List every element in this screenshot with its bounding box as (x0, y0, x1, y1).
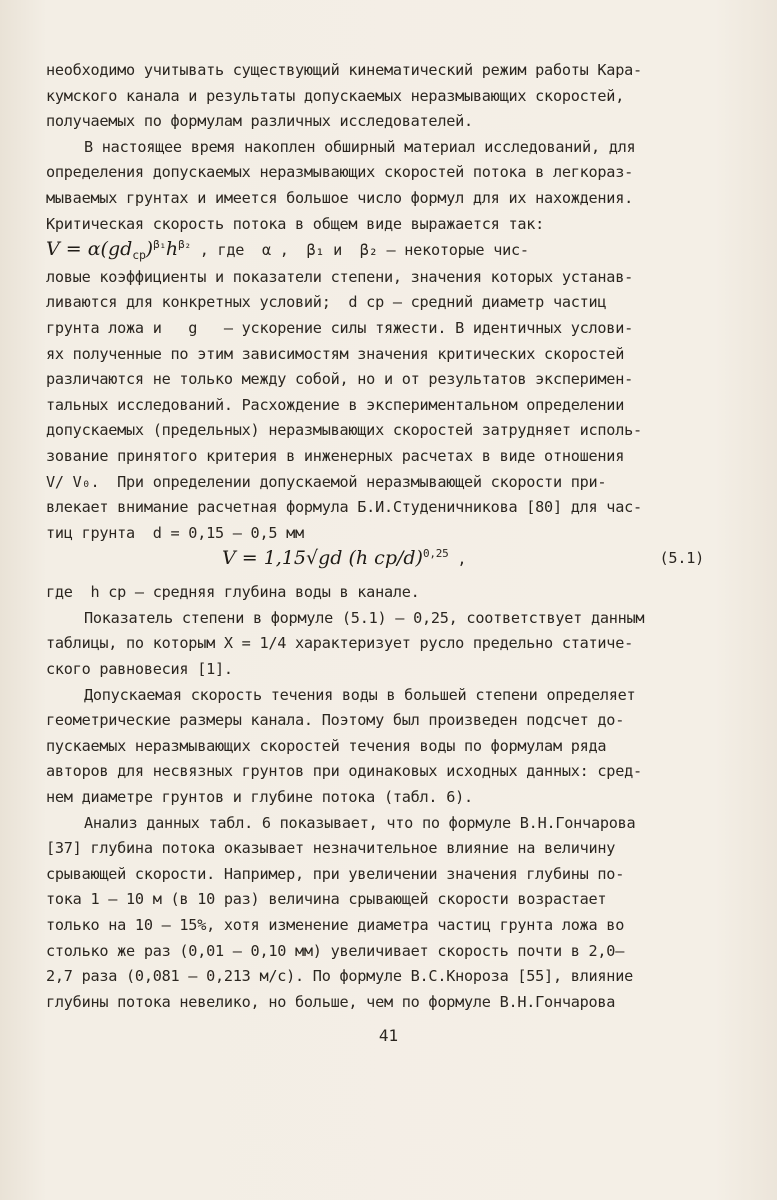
text-line: ливаются для конкретных условий; d ср – средний диаметр частиц (46, 293, 607, 312)
text-line: получаемых по формулам различных исследователей. (46, 112, 473, 131)
text-line: нем диаметре грунтов и глубине потока (табл. 6). (46, 788, 473, 807)
text-line: глубины потока невелико, но больше, чем по формуле В.Н.Гончарова (46, 992, 616, 1011)
formula-5-1-body (222, 546, 466, 574)
formula-5-1-exp: 0,25 (422, 547, 449, 561)
text-line: зование принятого критерия в инженерных расчетах в виде отношения (46, 446, 625, 465)
text-line: Показатель степени в формуле (5.1) – 0,25, соответствует данным (84, 608, 645, 627)
text-line: Анализ данных табл. 6 показывает, что по формуле В.Н.Гончарова (84, 813, 636, 832)
text-line: В настоящее время накоплен обширный материал исследований, для (84, 137, 636, 156)
text-line: срывающей скорости. Например, при увеличении значения глубины по- (46, 864, 625, 883)
text-line: геометрические размеры канала. Поэтому был произведен подсчет до- (46, 711, 625, 730)
text-line: влекает внимание расчетная формула Б.И.Студеничникова [80] для час- (46, 498, 642, 517)
text-line: мываемых грунтах и имеется большое число формул для их нахождения. (46, 188, 633, 207)
formula-mid: ) (145, 238, 154, 261)
text-line: допускаемых (предельных) неразмывающих скоростей затрудняет исполь- (46, 421, 642, 440)
formula-general-line (46, 237, 726, 265)
text-line: грунта ложа и g – ускорение силы тяжести. В идентичных услови- (46, 318, 633, 337)
text-line: Допускаемая скорость течения воды в большей степени определяет (84, 685, 636, 704)
text-line: ловые коэффициенты и показатели степени, значения которых устанав- (46, 267, 633, 286)
text-line: таблицы, по которым X = 1/4 характеризует русло предельно статиче- (46, 634, 633, 653)
formula-exp2: β₂ (178, 238, 191, 252)
text-line: тальных исследований. Расхождение в экспериментальном определении (46, 395, 625, 414)
text-line: где h ср – средняя глубина воды в канале. (46, 583, 420, 602)
text-line: различаются не только между собой, но и от результатов эксперимен- (46, 370, 633, 389)
formula-h: h (165, 238, 179, 261)
text-line: 2,7 раза (0,081 – 0,213 м/с). По формуле В.С.Кнороза [55], влияние (46, 967, 633, 986)
formula-description: , где α , β₁ и β₂ – некоторые чис- (190, 241, 529, 260)
text-line: необходимо учитывать существующий кинематический режим работы Кара- (46, 61, 642, 79)
text-line: ского равновесия [1]. (46, 660, 233, 679)
text-line: определения допускаемых неразмывающих скоростей потока в легкораз- (46, 163, 633, 182)
text-line: [37] глубина потока оказывает незначительное влияние на величину (46, 839, 616, 858)
page-number: 41 (378, 1026, 399, 1045)
formula-5-1-expr: V = 1,15√gd (h ср/d) (222, 547, 423, 570)
formula-sub: ср (132, 248, 146, 263)
text-line: только на 10 – 15%, хотя изменение диаметра частиц грунта ложа во (46, 916, 625, 934)
formula-5-1 (46, 546, 726, 580)
equation-number: (5.1) (659, 549, 704, 568)
text-line: пускаемых неразмывающих скоростей течения воды по формулам ряда (46, 736, 607, 755)
text-line: столько же раз (0,01 – 0,10 мм) увеличивает скорость почти в 2,0– (46, 941, 625, 960)
formula-lhs: V = α(gd (46, 238, 133, 261)
text-line: кумского канала и результаты допускаемых неразмывающих скоростей, (46, 86, 625, 105)
text-line: тока 1 – 10 м (в 10 раз) величина срывающей скорости возрастает (46, 890, 607, 909)
formula-exp1: β₁ (153, 238, 166, 252)
page-body (46, 58, 726, 1015)
text-line: Критическая скорость потока в общем виде выражается так: (46, 214, 545, 233)
formula-5-1-tail: , (448, 550, 467, 569)
text-line: V/ V₀. При определении допускаемой неразмывающей скорости при- (46, 472, 607, 491)
text-line: тиц грунта d = 0,15 – 0,5 мм (46, 523, 304, 542)
text-line: авторов для несвязных грунтов при одинаковых исходных данных: сред- (46, 762, 642, 781)
text-line: ях полученные по этим зависимостям значения критических скоростей (46, 344, 625, 363)
